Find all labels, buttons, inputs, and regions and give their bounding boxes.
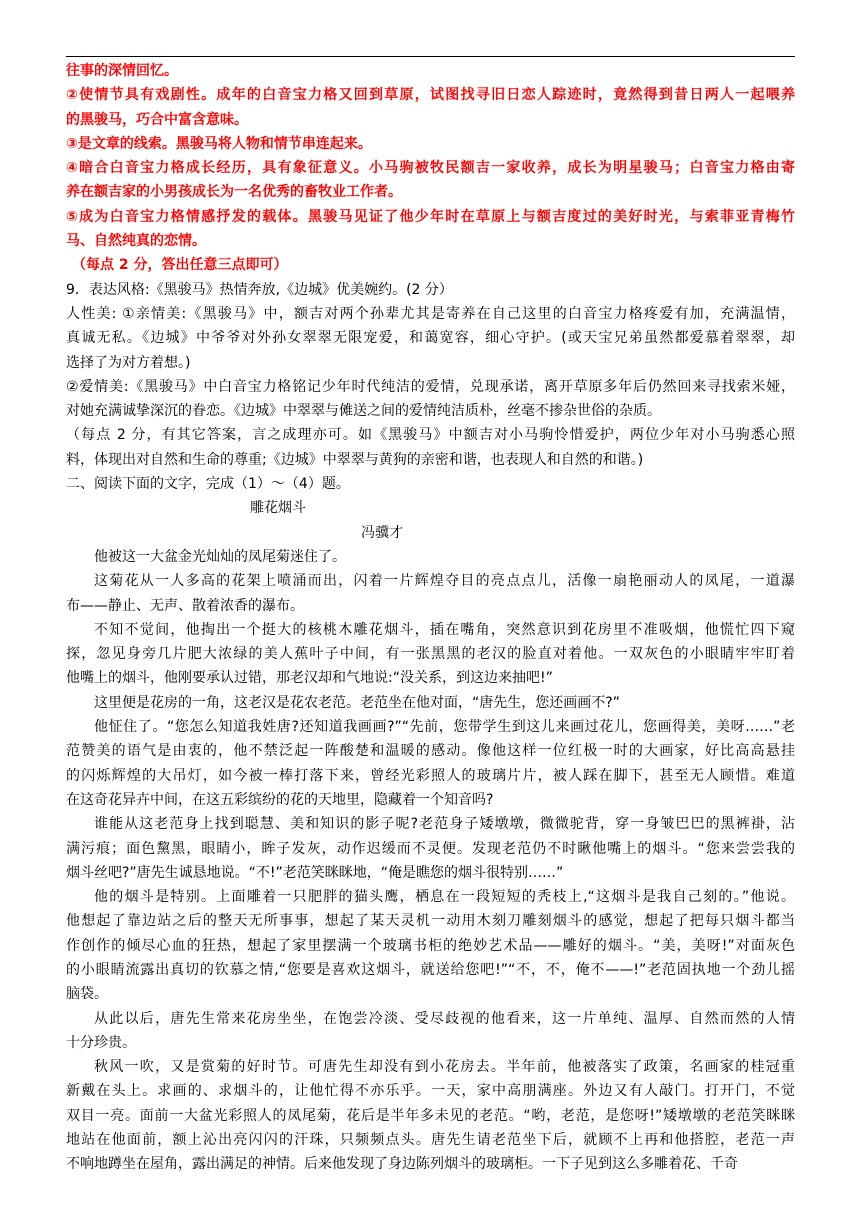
story-line: 满污痕；面色黧黑，眼睛小，眸子发灰，动作迟缓而不灵便。发现老范仍不时瞅他嘴上的烟斗。“您来尝尝我的 (66, 840, 795, 857)
story-line: 他的烟斗是特别。上面雕着一只肥胖的猫头鹰，栖息在一段短短的秃枝上,“这烟斗是我自己刻的。”他说。 (94, 889, 795, 906)
question-9-answer (66, 278, 795, 472)
story-line: 的小眼睛流露出真切的钦慕之情,“您要是喜欢这烟斗，就送给您吧!”“不，不，俺不——!”老范固执地一个劲儿摇 (66, 961, 795, 978)
story-line: 他怔住了。“您怎么知道我姓唐?还知道我画画?”“先前，您带学生到这儿来画过花儿，您画得美，美呀……”老 (94, 719, 795, 736)
answer-block (66, 59, 795, 278)
story-line: 他想起了靠边站之后的整天无所事事，想起了某天灵机一动用木刻刀雕刻烟斗的感觉，想起了把每只烟斗都当 (66, 913, 795, 930)
section-heading: 二、阅读下面的文字，完成（1）～（4）题。 (66, 476, 350, 493)
answer-line: 往事的深情回忆。 (66, 63, 178, 79)
story-line: 烟斗丝吧?”唐先生诚恳地说。“不!”老范笑眯眯地，“俺是瞧您的烟斗很特别……” (66, 864, 564, 881)
story-line: 这里便是花房的一角，这老汉是花农老范。老范坐在他对面，“唐先生，您还画画不?” (94, 694, 620, 711)
story-line: 探，忽见身旁几片肥大浓绿的美人蕉叶子中间，有一张黑黑的老汉的脸直对着他。一双灰色的小眼睛牢牢盯着 (66, 646, 795, 663)
q9-line: （每点 2 分，有其它答案，言之成理亦可。如《黑骏马》中额吉对小马驹怜惜爱护，两位少年对小马驹悉心照 (66, 427, 795, 444)
q9-line: 人性美: ①亲情美:《黑骏马》中，额吉对两个孙辈尤其是寄养在自己这里的白音宝力格疼爱有加，充满温情， (66, 305, 795, 322)
story-line: 这菊花从一人多高的花架上喷涌而出，闪着一片辉煌夺目的亮点点儿，活像一扇艳丽动人的凤尾，一道瀑 (94, 573, 795, 590)
story-line: 在这奇花异卉中间，在这五彩缤纷的花的天地里，隐藏着一个知音吗? (66, 791, 494, 808)
answer-line: 养在额吉家的小男孩成长为一名优秀的畜牧业工作者。 (66, 184, 402, 201)
story-line: 地站在他面前，额上沁出亮闪闪的汗珠，只频频点头。唐先生请老范坐下后，就顾不上再和他搭腔，老范一声 (66, 1132, 795, 1149)
story-line: 谁能从这老范身上找到聪慧、美和知识的影子呢?老范身子矮墩墩，微微驼背，穿一身皱巴巴的黑裤褂，沾 (94, 816, 795, 833)
story-line: 他被这一大盆金光灿灿的凤尾菊迷住了。 (94, 548, 346, 565)
story-author: 冯骥才 (361, 524, 403, 541)
story-body (66, 545, 795, 1177)
story-line: 从此以后，唐先生常来花房坐坐，在饱尝冷淡、受尽歧视的他看来，这一片单纯、温厚、自然而然的人情 (94, 1010, 795, 1027)
story-line: 脑袋。 (66, 986, 108, 1003)
document-page (66, 56, 795, 1177)
story-line: 不响地蹲坐在屋角，露出满足的神情。后来他发现了身边陈列烟斗的玻璃柜。一下子见到这么多雕着花、千奇 (66, 1156, 738, 1173)
q9-line: 对她充满诚挚深沉的眷恋。《边城》中翠翠与傩送之间的爱情纯洁质朴，丝毫不掺杂世俗的杂质。 (66, 403, 661, 420)
story-line: 作创作的倾尽心血的狂热，想起了家里摆满一个玻璃书柜的绝妙艺术品——雕好的烟斗。“美，美呀!”对面灰色 (66, 937, 795, 954)
answer-line: 的黑骏马，巧合中富含意味。 (66, 111, 248, 128)
story-line: 他嘴上的烟斗，他刚要承认过错，那老汉却和气地说:“没关系，到这边来抽吧!” (66, 670, 553, 687)
q9-line: 选择了为对方着想。) (66, 354, 191, 371)
scoring-note: （每点 2 分，答出任意三点即可） (72, 257, 288, 274)
story-line: 的闪烁辉煌的大吊灯，如今被一棒打落下来，曾经光彩照人的玻璃片片，被人踩在脚下，甚至无人顾惜。难道 (66, 767, 795, 784)
story-line: 不知不觉间，他掏出一个挺大的核桃木雕花烟斗，插在嘴角，突然意识到花房里不准吸烟，他慌忙四下窥 (94, 621, 795, 638)
story-line: 双目一亮。面前一大盆光彩照人的凤尾菊，花后是半年多未见的老范。“哟，老范，是您呀!”矮墩墩的老范笑眯眯 (66, 1107, 795, 1124)
q9-line: 真诚无私。《边城》中爷爷对外孙女翠翠无限宠爱，和蔼宽容，细心守护。(或天宝兄弟虽然都爱慕着翠翠，却 (66, 330, 795, 347)
story-line: 新戴在头上。求画的、求烟斗的，让他忙得不亦乐乎。一天，家中高朋满座。外边又有人敲门。打开门，不觉 (66, 1083, 795, 1100)
q9-line: 9．表达风格:《黑骏马》热情奔放,《边城》优美婉约。(2 分） (66, 281, 453, 298)
story-line: 范赞美的语气是由衷的，他不禁泛起一阵酸楚和温暖的感动。像他这样一位红极一时的大画家，好比高高悬挂 (66, 743, 795, 760)
answer-line: 马、自然纯真的恋情。 (66, 233, 206, 250)
answer-line: ③是文章的线索。黑骏马将人物和情节串连起来。 (66, 135, 372, 152)
story-line: 布——静止、无声、散着浓香的瀑布。 (66, 597, 304, 614)
q9-line: 料，体现出对自然和生命的尊重;《边城》中翠翠与黄狗的亲密和谐，也表现人和自然的和谐。) (66, 451, 644, 468)
answer-line: ④暗合白音宝力格成长经历，具有象征意义。小马驹被牧民额吉一家收养，成长为明星骏马；白音宝力格由寄 (66, 160, 795, 177)
story-line: 秋风一吹，又是赏菊的好时节。可唐先生却没有到小花房去。半年前，他被落实了政策，名画家的桂冠重 (94, 1059, 795, 1076)
q9-line: ②爱情美:《黑骏马》中白音宝力格铭记少年时代纯洁的爱情，兑现承诺，离开草原多年后仍然回来寻找索米娅， (66, 378, 795, 395)
story-line: 十分珍贵。 (66, 1034, 136, 1051)
header-rule (66, 56, 795, 57)
answer-line: ⑤成为白音宝力格情感抒发的载体。黑骏马见证了他少年时在草原上与额吉度过的美好时光，与索菲亚青梅竹 (66, 208, 795, 225)
story-title: 雕花烟斗 (250, 500, 306, 517)
answer-line: ②使情节具有戏剧性。成年的白音宝力格又回到草原，试图找寻旧日恋人踪迹时，竟然得到昔日两人一起喂养 (66, 87, 795, 104)
